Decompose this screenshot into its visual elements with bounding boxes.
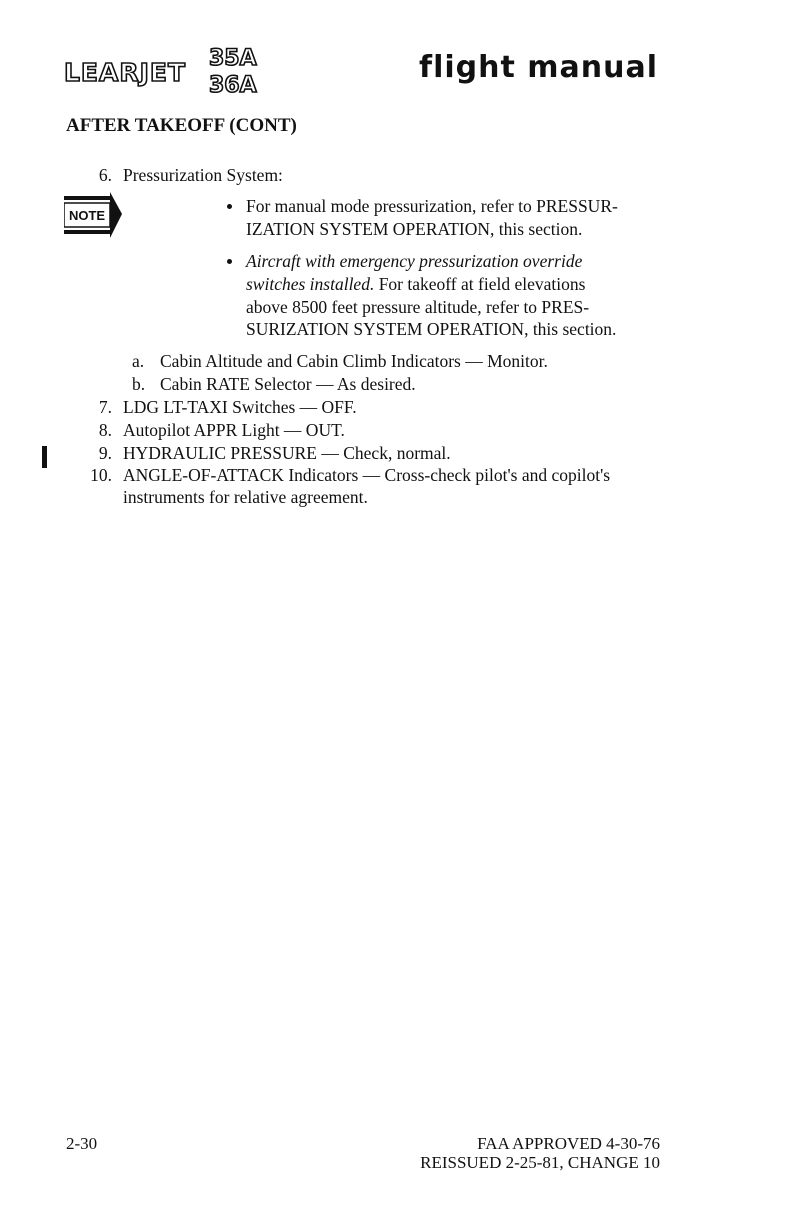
item-number: 8. [98, 420, 112, 440]
section-title: AFTER TAKEOFF (CONT) [66, 115, 297, 136]
note-text: IZATION SYSTEM OPERATION, this section. [246, 219, 583, 239]
revision-change-bar [42, 446, 47, 468]
sub-item-letter: b. [132, 374, 146, 394]
note-text: SURIZATION SYSTEM OPERATION, this section. [246, 319, 617, 339]
item-text: ANGLE-OF-ATTACK Indicators — Cross-check pilot's and copilot's [123, 465, 611, 485]
item-number: 9. [98, 443, 112, 463]
note-text-italic: Aircraft with emergency pressurization override [246, 251, 583, 271]
model-number-top: 35A [209, 46, 257, 71]
item-text: Autopilot APPR Light — OUT. [123, 420, 345, 440]
note-text: above 8500 feet pressure altitude, refer to PRES- [246, 297, 590, 317]
item-text: Pressurization System: [123, 165, 283, 185]
bullet-icon [227, 204, 232, 209]
bullet-icon [227, 259, 232, 264]
item-number: 6. [98, 165, 112, 185]
note-text-line [246, 273, 585, 295]
note-text: For manual mode pressurization, refer to PRESSUR- [246, 196, 618, 216]
approval-date: FAA APPROVED 4-30-76 [477, 1134, 660, 1153]
note-text-italic: switches installed. [246, 274, 375, 294]
note-icon [64, 192, 122, 238]
approval-block [420, 1134, 660, 1172]
item-number: 10. [90, 465, 112, 485]
sub-item-text: Cabin RATE Selector — As desired. [160, 374, 416, 394]
manual-title: flight manual [419, 50, 658, 85]
brand-name: LEARJET [64, 58, 187, 87]
sub-item-letter: a. [132, 351, 145, 371]
sub-item-text: Cabin Altitude and Cabin Climb Indicators — Monitor. [160, 351, 548, 371]
item-text: HYDRAULIC PRESSURE — Check, normal. [123, 443, 451, 463]
item-text: LDG LT-TAXI Switches — OFF. [123, 397, 357, 417]
page-number: 2-30 [66, 1134, 98, 1153]
note-text: For takeoff at field elevations [378, 274, 586, 294]
item-number: 7. [98, 397, 112, 417]
reissue-date: REISSUED 2-25-81, CHANGE 10 [420, 1153, 660, 1172]
note-label: NOTE [68, 208, 106, 223]
item-text: instruments for relative agreement. [123, 487, 368, 507]
model-number-bottom: 36A [209, 73, 257, 98]
